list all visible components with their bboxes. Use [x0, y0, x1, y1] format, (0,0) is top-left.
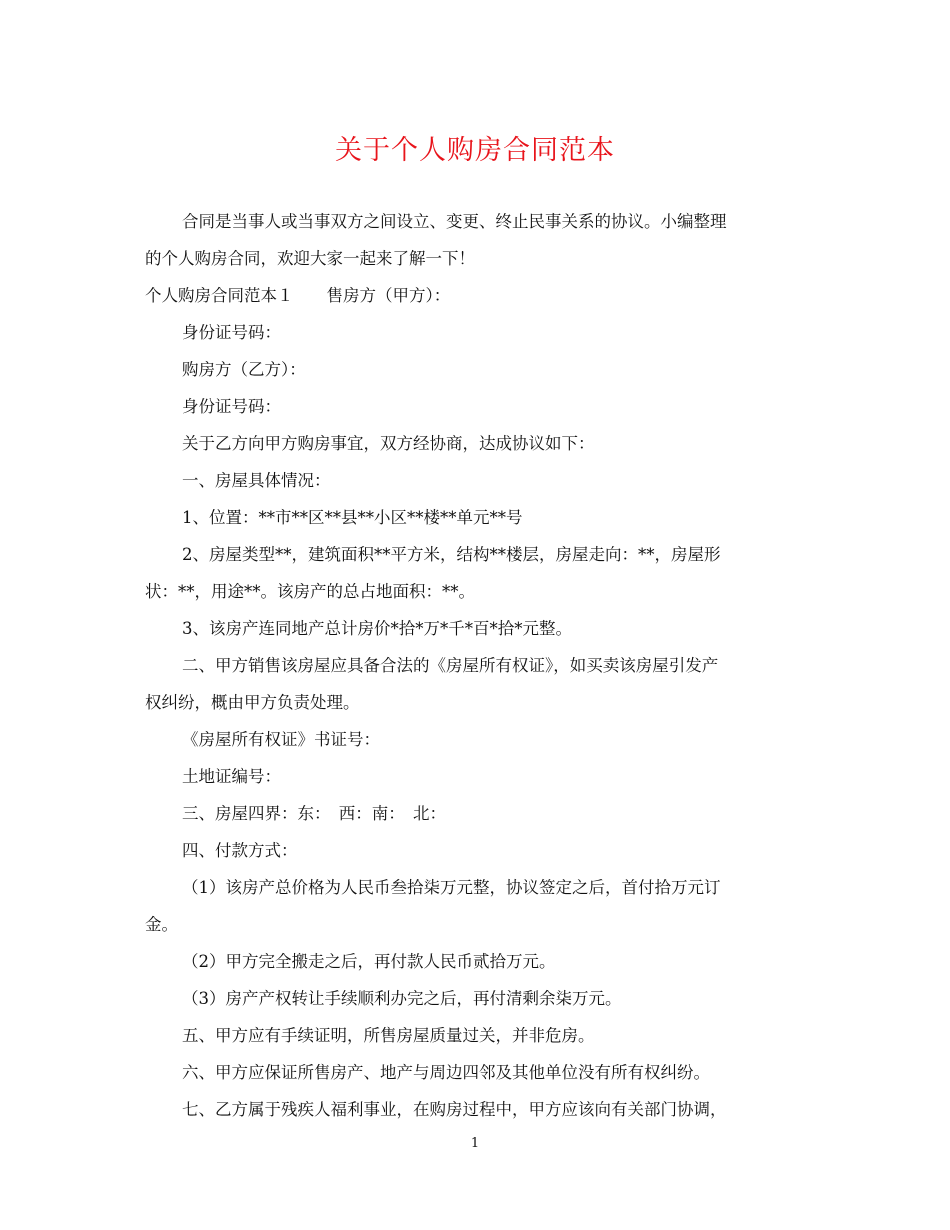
page-number: 1: [470, 1136, 480, 1151]
paragraph-line: 权纠纷，概由甲方负责处理。: [145, 693, 360, 712]
paragraph-line: 身份证号码：: [182, 323, 281, 342]
paragraph-line: 3、该房产连同地产总计房价*拾*万*千*百*拾*元整。: [182, 619, 572, 638]
paragraph-line: 五、甲方应有手续证明，所售房屋质量过关，并非危房。: [182, 1026, 595, 1045]
paragraph-line: 三、房屋四界：东： 西：南： 北：: [182, 804, 446, 823]
paragraph-line: 一、房屋具体情况：: [182, 471, 331, 490]
paragraph-line: 的个人购房合同，欢迎大家一起来了解一下！: [145, 249, 475, 268]
paragraph-line: 二、甲方销售该房屋应具备合法的《房屋所有权证》，如买卖该房屋引发产: [182, 656, 719, 675]
paragraph-line: 状：**，用途**。该房产的总占地面积：**。: [145, 582, 475, 601]
paragraph-line: （1）该房产总价格为人民币叁拾柒万元整，协议签定之后，首付拾万元订: [182, 878, 721, 897]
paragraph-line: 七、乙方属于残疾人福利事业，在购房过程中，甲方应该向有关部门协调，: [182, 1100, 727, 1119]
paragraph-line: 金。: [145, 915, 178, 934]
document-title: 关于个人购房合同范本: [335, 135, 615, 166]
paragraph-line: 合同是当事人或当事双方之间设立、变更、终止民事关系的协议。小编整理: [182, 212, 727, 231]
paragraph-line: 关于乙方向甲方购房事宜，双方经协商，达成协议如下：: [182, 434, 595, 453]
paragraph-line: 《房屋所有权证》书证号：: [182, 730, 380, 749]
paragraph-line: 购房方（乙方）：: [182, 360, 306, 379]
paragraph-line: （2）甲方完全搬走之后，再付款人民币贰拾万元。: [182, 952, 556, 971]
paragraph-line: 四、付款方式：: [182, 841, 298, 860]
paragraph-line: 1、位置：**市**区**县**小区**楼**单元**号: [182, 508, 523, 527]
paragraph-line: 个人购房合同范本１ 售房方（甲方）：: [145, 286, 451, 305]
paragraph-line: 2、房屋类型**，建筑面积**平方米，结构**楼层，房屋走向：**，房屋形: [182, 545, 721, 564]
paragraph-line: 土地证编号：: [182, 767, 281, 786]
paragraph-line: 身份证号码：: [182, 397, 281, 416]
paragraph-line: （3）房产产权转让手续顺利办完之后，再付清剩余柒万元。: [182, 989, 622, 1008]
paragraph-line: 六、甲方应保证所售房产、地产与周边四邻及其他单位没有所有权纠纷。: [182, 1063, 710, 1082]
